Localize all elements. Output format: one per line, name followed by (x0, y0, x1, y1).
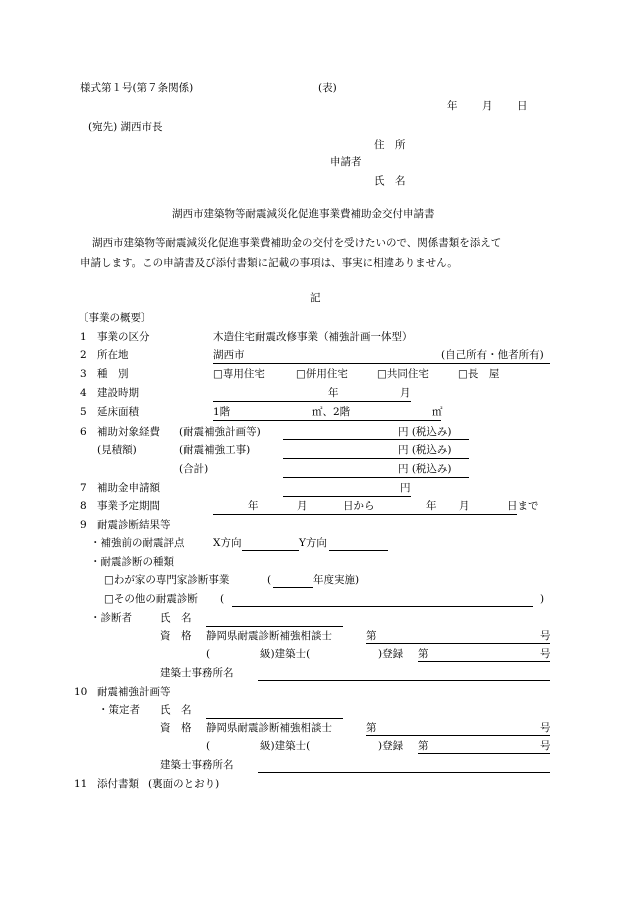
checkbox-combined-house[interactable]: □併用住宅 (296, 368, 348, 380)
planner-qualification-text: 静岡県耐震診断補強相談士 (206, 722, 332, 734)
item-5-unit2: ㎡ (432, 406, 443, 418)
item-3-label: 種 別 (97, 368, 129, 380)
planner-cert-go: 号 (540, 722, 551, 734)
planner-reg-number-field[interactable] (418, 753, 550, 754)
diagnoser-reg-go: 号 (540, 648, 551, 660)
item-3-number: 3 (80, 368, 87, 380)
cost-work-field[interactable] (283, 458, 469, 459)
item-7-unit: 円 (400, 482, 411, 494)
diagnoser-cert-number-field[interactable] (366, 643, 550, 644)
item-6-row1-label: (耐震補強計画等) (179, 426, 261, 438)
checkbox-expert-diagnosis[interactable]: □わが家の専門家診断事業 (104, 574, 230, 586)
item-4-year: 年 (328, 387, 339, 399)
item-8-number: 8 (80, 500, 87, 512)
item-5-floor1: 1階 (213, 406, 231, 418)
item-1-number: 1 (80, 331, 87, 343)
date-year-label: 年 (447, 100, 458, 112)
item-11-number: 11 (74, 778, 88, 790)
y-direction-field[interactable] (329, 550, 388, 551)
y-direction-label: Y方向 (299, 537, 327, 549)
floor-area-field[interactable] (213, 420, 441, 421)
item-6-row3-label: (合計) (179, 463, 209, 475)
item-2-city: 湖西市 (213, 349, 245, 361)
item-8-year-from: 年 (248, 500, 259, 512)
applicant-label: 申請者 (330, 156, 362, 168)
intro-line-1: 湖西市建築物等耐震減災化促進事業費補助金の交付を受けたいので、関係書類を添えて (92, 237, 502, 249)
checkbox-dedicated-house[interactable]: □専用住宅 (213, 368, 265, 380)
item-1-value: 木造住宅耐震改修事業（補強計画一体型） (213, 331, 413, 343)
item-8-day-from: 日から (343, 500, 375, 512)
diagnoser-reg-dai: 第 (418, 648, 429, 660)
document-title: 湖西市建築物等耐震減災化促進事業費補助金交付申請書 (172, 208, 435, 220)
other-diagnosis-paren-close: ) (540, 593, 545, 605)
item-7-number: 7 (80, 482, 87, 494)
checkbox-row-house[interactable]: □長 屋 (458, 368, 500, 380)
item-11-label: 添付書類 (97, 778, 139, 790)
diagnoser-office-field[interactable] (258, 680, 550, 681)
item-6-row2-label: (耐震補強工事) (179, 444, 251, 456)
item-2-number: 2 (80, 349, 87, 361)
planner-reg-dai: 第 (418, 740, 429, 752)
other-diagnosis-field[interactable] (232, 606, 533, 607)
item-6-number: 6 (80, 426, 87, 438)
item-7-label: 補助金申請額 (97, 482, 160, 494)
date-day-label: 日 (517, 100, 528, 112)
period-to-field[interactable] (376, 514, 517, 515)
item-2-label: 所在地 (97, 349, 129, 361)
diagnosis-type-label: ・耐震診断の種類 (90, 556, 174, 568)
diagnoser-cert-go: 号 (540, 630, 551, 642)
item-1-label: 事業の区分 (97, 331, 150, 343)
item-11-value: (裏面のとおり) (148, 778, 220, 790)
item-9-number: 9 (80, 519, 87, 531)
location-field[interactable] (213, 363, 550, 364)
planner-cert-dai: 第 (366, 722, 377, 734)
planner-office-field[interactable] (258, 772, 550, 773)
diagnosis-year-suffix: 年度実施) (313, 574, 360, 586)
planner-name-field[interactable] (206, 718, 343, 719)
item-6-row1-unit: 円 (税込み) (398, 426, 452, 438)
item-8-month-from: 月 (297, 500, 308, 512)
diagnoser-architect-class: 級)建築士( (260, 648, 311, 660)
item-8-year-to: 年 (426, 500, 437, 512)
diagnoser-office-label: 建築士事務所名 (160, 667, 234, 679)
item-5-label: 延床面積 (97, 406, 139, 418)
diagnoser-name-field[interactable] (206, 626, 343, 627)
planner-cert-number-field[interactable] (366, 735, 550, 736)
planner-label: ・策定者 (98, 704, 140, 716)
item-5-unit1: ㎡、2階 (312, 406, 351, 418)
date-month-label: 月 (482, 100, 493, 112)
checkbox-other-diagnosis[interactable]: □その他の耐震診断 (104, 593, 198, 605)
item-10-label: 耐震補強計画等 (97, 686, 171, 698)
name-label: 氏 名 (374, 175, 406, 187)
cost-total-field[interactable] (283, 477, 469, 478)
diagnoser-qualification-label: 資 格 (160, 630, 192, 642)
planner-reg-go: 号 (540, 740, 551, 752)
address-label: 住 所 (374, 139, 406, 151)
construction-date-field[interactable] (213, 401, 411, 402)
side-indicator: (表) (318, 82, 337, 94)
item-8-month-to: 月 (459, 500, 470, 512)
item-6-row3-unit: 円 (税込み) (398, 463, 452, 475)
item-9-label: 耐震診断結果等 (97, 519, 171, 531)
item-6-label: 補助対象経費 (97, 426, 160, 438)
diagnosis-year-paren: ( (267, 574, 272, 586)
planner-qualification-label: 資 格 (160, 722, 192, 734)
planner-architect-class: 級)建築士( (260, 740, 311, 752)
x-direction-field[interactable] (242, 550, 299, 551)
item-8-label: 事業予定期間 (97, 500, 160, 512)
diagnoser-cert-dai: 第 (366, 630, 377, 642)
item-4-month: 月 (400, 387, 411, 399)
intro-line-2: 申請します。この申請書及び添付書類に記載の事項は、事実に相違ありません。 (80, 257, 458, 269)
x-direction-label: X方向 (213, 537, 242, 549)
other-diagnosis-paren-open: ( (220, 593, 225, 605)
ki-heading: 記 (310, 292, 321, 304)
form-number: 様式第１号(第７条関係) (80, 82, 194, 94)
item-8-day-to: 日まで (507, 500, 539, 512)
item-2-ownership: (自己所有・他者所有) (441, 349, 544, 361)
period-from-field[interactable] (213, 514, 376, 515)
addressee: (宛先) 湖西市長 (88, 121, 163, 133)
diagnoser-architect-paren: ( (206, 648, 211, 660)
subsidy-amount-field[interactable] (283, 496, 411, 497)
cost-plan-field[interactable] (283, 439, 469, 440)
planner-registration: )登録 (378, 740, 404, 752)
planner-architect-paren: ( (206, 740, 211, 752)
item-6-sublabel: (見積額) (97, 444, 137, 456)
item-10-number: 10 (74, 686, 88, 698)
diagnoser-qualification-text: 静岡県耐震診断補強相談士 (206, 630, 332, 642)
item-6-row2-unit: 円 (税込み) (398, 444, 452, 456)
planner-office-label: 建築士事務所名 (160, 759, 234, 771)
planner-name-label: 氏 名 (160, 704, 192, 716)
checkbox-apartment[interactable]: □共同住宅 (377, 368, 429, 380)
diagnoser-reg-number-field[interactable] (418, 661, 550, 662)
item-4-label: 建設時期 (97, 387, 139, 399)
diagnoser-registration: )登録 (378, 648, 404, 660)
diagnoser-label: ・診断者 (90, 612, 132, 624)
diagnosis-year-field[interactable] (273, 587, 313, 588)
diagnoser-name-label: 氏 名 (160, 612, 192, 624)
item-4-number: 4 (80, 387, 87, 399)
section-heading: 〔事業の概要〕 (78, 312, 152, 324)
seismic-score-label: ・補強前の耐震評点 (90, 537, 185, 549)
item-5-number: 5 (80, 406, 87, 418)
